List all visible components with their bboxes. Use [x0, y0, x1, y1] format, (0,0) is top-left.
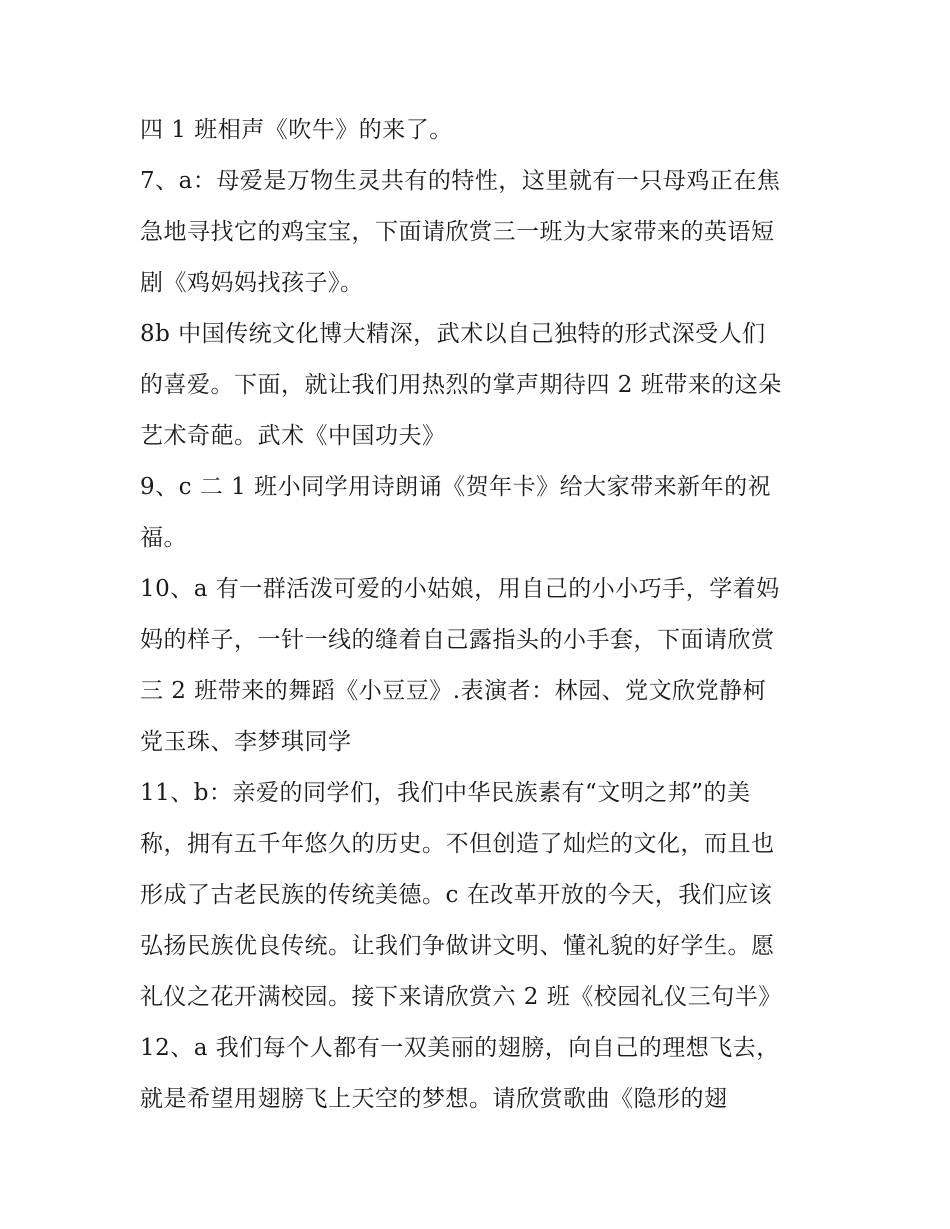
- text-line: 11、b：亲爱的同学们，我们中华民族素有“文明之邦”的美: [140, 780, 751, 806]
- text-line: 弘扬民族优良传统。让我们争做讲文明、懂礼貌的好学生。愿: [140, 933, 775, 959]
- text-line: 12、a 我们每个人都有一双美丽的翅膀，向自己的理想飞去，: [140, 1035, 780, 1061]
- text-line: 称，拥有五千年悠久的历史。不但创造了灿烂的文化，而且也: [140, 831, 775, 857]
- text-line: 福。: [140, 525, 187, 551]
- text-line: 四 1 班相声《吹牛》的来了。: [140, 117, 453, 143]
- text-line: 就是希望用翅膀飞上天空的梦想。请欣赏歌曲《隐形的翅: [140, 1086, 728, 1112]
- document-body: [140, 105, 820, 1125]
- text-line: 7、a：母爱是万物生灵共有的特性，这里就有一只母鸡正在焦: [140, 168, 781, 194]
- text-line: 剧《鸡妈妈找孩子》。: [140, 270, 364, 296]
- text-line: 10、a 有一群活泼可爱的小姑娘，用自己的小小巧手，学着妈: [140, 576, 780, 602]
- text-line: 党玉珠、李梦琪同学: [140, 729, 352, 755]
- text-line: 形成了古老民族的传统美德。c 在改革开放的今天，我们应该: [140, 882, 773, 908]
- text-line: 8b 中国传统文化博大精深，武术以自己独特的形式深受人们: [140, 321, 766, 347]
- text-line: 急地寻找它的鸡宝宝，下面请欣赏三一班为大家带来的英语短: [140, 219, 775, 245]
- text-line: 妈的样子，一针一线的缝着自己露指头的小手套，下面请欣赏: [140, 627, 775, 653]
- text-line: 的喜爱。下面，就让我们用热烈的掌声期待四 2 班带来的这朵: [140, 372, 782, 398]
- text-line: 9、c 二 1 班小同学用诗朗诵《贺年卡》给大家带来新年的祝: [140, 474, 772, 500]
- text-line: 艺术奇葩。武术《中国功夫》: [140, 423, 446, 449]
- text-line: 礼仪之花开满校园。接下来请欣赏六 2 班《校园礼仪三句半》: [140, 984, 782, 1010]
- text-line: 三 2 班带来的舞蹈《小豆豆》.表演者：林园、党文欣党静柯: [140, 678, 767, 704]
